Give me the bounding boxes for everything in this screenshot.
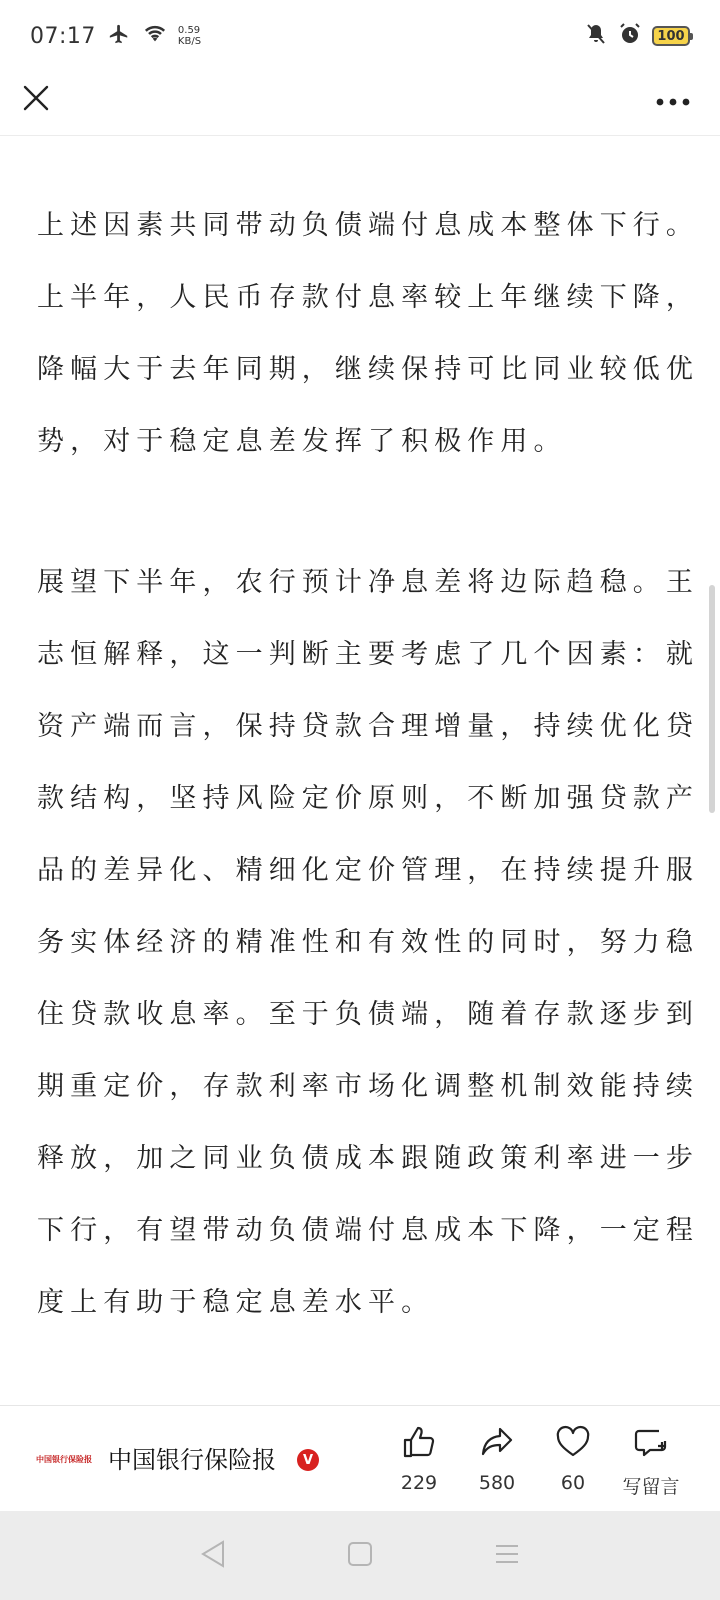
text-line: 下行，有望带动负债端付息成本下降，一定程 (37, 1215, 699, 1246)
home-icon (346, 1540, 374, 1572)
text-line: 降幅大于去年同期，继续保持可比同业较低优 (37, 354, 699, 385)
comment-label: 写留言 (622, 1476, 680, 1498)
publisher-logo[interactable] (36, 1452, 92, 1466)
close-button[interactable] (18, 82, 54, 118)
text-line: 款结构，坚持风险定价原则，不断加强贷款产 (37, 783, 699, 814)
share-count: 580 (478, 1472, 516, 1494)
text-line: 资产端而言，保持贷款合理增量，持续优化贷 (37, 711, 699, 742)
status-time: 07:17 (30, 23, 96, 49)
back-icon (199, 1539, 227, 1573)
text-line: 上半年，人民币存款付息率较上年继续下降， (37, 282, 699, 313)
nav-back-button[interactable] (193, 1536, 233, 1576)
close-icon (22, 84, 50, 116)
text-line: 志恒解释，这一判断主要考虑了几个因素：就 (37, 639, 699, 670)
text-line: 上述因素共同带动负债端付息成本整体下行。 (37, 210, 699, 241)
comment-button[interactable] (611, 1424, 691, 1496)
article-body (37, 190, 699, 1339)
alarm-icon (618, 22, 642, 50)
more-icon (656, 91, 690, 110)
like-count: 229 (400, 1472, 438, 1494)
mute-icon (584, 22, 608, 50)
verified-badge: V (297, 1449, 319, 1471)
share-icon (479, 1424, 515, 1464)
text-line: 住贷款收息率。至于负债端，随着存款逐步到 (37, 999, 699, 1030)
menu-icon (493, 1540, 521, 1572)
more-button[interactable] (648, 82, 698, 118)
system-nav-bar (0, 1511, 720, 1600)
text-line: 品的差异化、精细化定价管理，在持续提升服 (37, 855, 699, 886)
text-line: 度上有助于稳定息差水平。 (37, 1287, 435, 1318)
text-line: 势，对于稳定息差发挥了积极作用。 (37, 426, 567, 457)
article-paragraph (37, 190, 699, 478)
wifi-icon (142, 23, 168, 49)
text-line: 释放，加之同业负债成本跟随政策利率进一步 (37, 1143, 699, 1174)
publisher-name[interactable]: 中国银行保险报 (108, 1446, 276, 1474)
paragraph-spacer (37, 478, 682, 547)
thumbs-up-icon (401, 1424, 437, 1464)
favorite-button[interactable] (533, 1424, 613, 1496)
status-bar (0, 0, 720, 72)
heart-icon (555, 1424, 591, 1464)
network-speed (178, 25, 201, 47)
battery-icon: 100 (652, 26, 690, 46)
publisher-logo-text: 中国银行保险报 (36, 1454, 92, 1464)
text-line: 展望下半年，农行预计净息差将边际趋稳。王 (37, 567, 699, 598)
comment-plus-icon (633, 1424, 669, 1464)
speed-value: 0.59 (177, 25, 201, 36)
text-line: 务实体经济的精准性和有效性的同时，努力稳 (37, 927, 699, 958)
text-line: 期重定价，存款利率市场化调整机制效能持续 (37, 1071, 699, 1102)
scrollbar[interactable] (709, 585, 715, 813)
share-button[interactable] (457, 1424, 537, 1496)
nav-home-button[interactable] (340, 1536, 380, 1576)
top-bar (0, 72, 720, 136)
airplane-icon (106, 23, 132, 49)
status-left (30, 23, 201, 49)
favorite-count: 60 (560, 1472, 586, 1494)
action-bar (0, 1405, 720, 1511)
speed-unit: KB/S (177, 36, 202, 47)
article-paragraph (37, 547, 699, 1339)
like-button[interactable] (379, 1424, 459, 1496)
nav-menu-button[interactable] (487, 1536, 527, 1576)
status-right (584, 22, 690, 50)
